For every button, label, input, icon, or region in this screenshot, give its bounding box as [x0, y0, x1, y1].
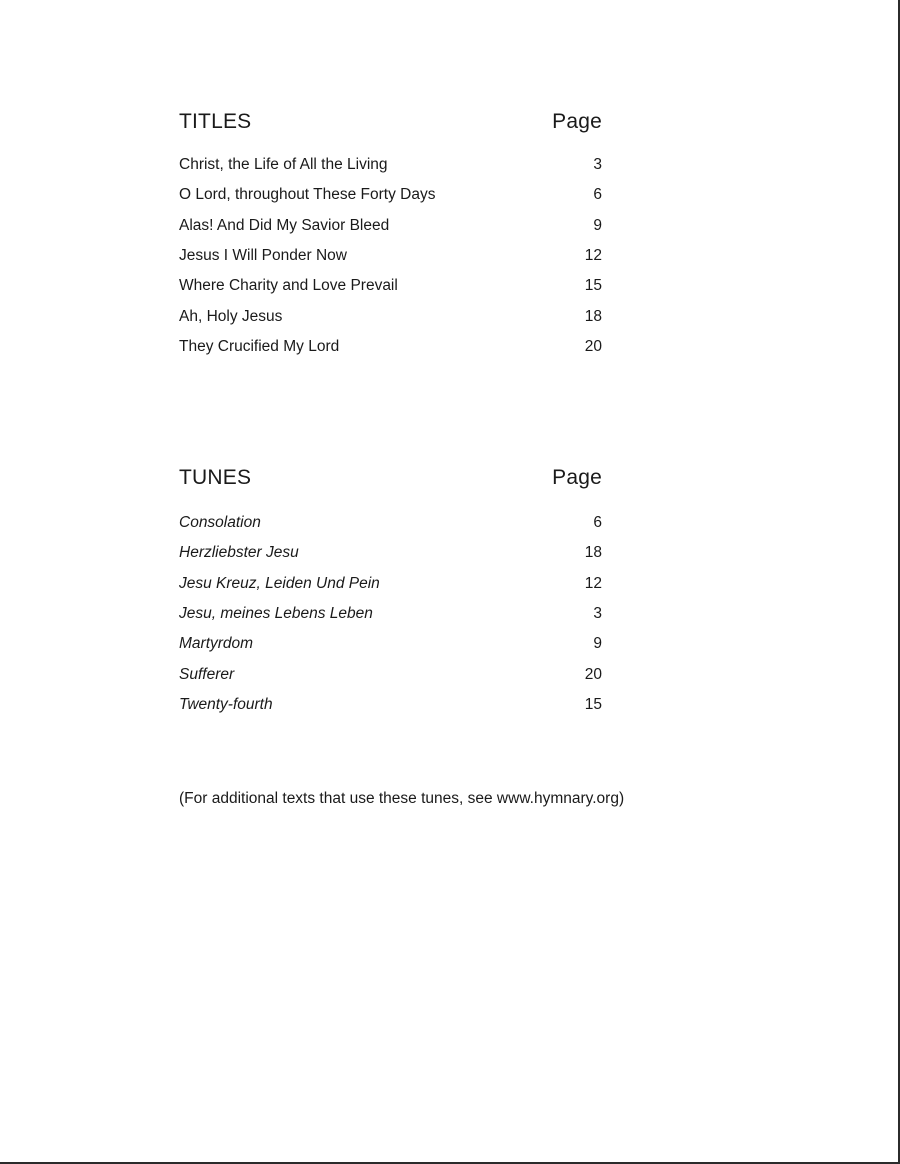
- tune-page-number: 18: [584, 544, 602, 562]
- tunes-heading: TUNES: [179, 466, 252, 489]
- titles-list: [179, 150, 604, 362]
- titles-page-heading: Page: [552, 110, 602, 133]
- tunes-page-heading: Page: [552, 466, 602, 489]
- title-entry: [179, 241, 604, 271]
- title-page-number: 6: [593, 186, 602, 204]
- title-page-number: 15: [584, 277, 602, 295]
- tune-page-number: 20: [584, 665, 602, 683]
- title-entry: [179, 180, 604, 210]
- tune-page-number: 6: [593, 514, 602, 532]
- tune-name: Jesu Kreuz, Leiden Und Pein: [179, 574, 380, 592]
- tune-page-number: 15: [584, 695, 602, 713]
- tune-page-number: 12: [584, 574, 602, 592]
- title-name: Christ, the Life of All the Living: [179, 156, 388, 174]
- titles-header: [179, 110, 604, 140]
- tune-entry: [179, 690, 604, 720]
- tune-page-number: 3: [593, 605, 602, 623]
- title-entry: [179, 211, 604, 241]
- footnote: (For additional texts that use these tunes, see www.hymnary.org): [179, 790, 625, 807]
- title-entry: [179, 301, 604, 331]
- title-entry: [179, 271, 604, 301]
- title-name: Jesus I Will Ponder Now: [179, 247, 347, 265]
- tunes-list: [179, 508, 604, 720]
- tune-name: Consolation: [179, 514, 261, 532]
- tunes-index: [179, 466, 604, 720]
- tune-entry: [179, 538, 604, 568]
- tune-name: Twenty-fourth: [179, 695, 273, 713]
- tune-name: Sufferer: [179, 665, 235, 683]
- tune-name: Herzliebster Jesu: [179, 544, 299, 562]
- title-entry: [179, 150, 604, 180]
- tune-page-number: 9: [593, 635, 602, 653]
- title-page-number: 20: [584, 337, 602, 355]
- title-page-number: 9: [593, 216, 602, 234]
- title-page-number: 3: [593, 156, 602, 174]
- title-name: Where Charity and Love Prevail: [179, 277, 398, 295]
- tunes-header: [179, 466, 604, 496]
- title-name: They Crucified My Lord: [179, 337, 340, 355]
- title-page-number: 12: [584, 247, 602, 265]
- title-name: Alas! And Did My Savior Bleed: [179, 216, 390, 234]
- tune-entry: [179, 659, 604, 689]
- tune-entry: [179, 569, 604, 599]
- tune-entry: [179, 508, 604, 538]
- title-name: O Lord, throughout These Forty Days: [179, 186, 436, 204]
- titles-index: [179, 110, 604, 362]
- title-entry: [179, 332, 604, 362]
- titles-heading: TITLES: [179, 110, 252, 133]
- tune-name: Martyrdom: [179, 635, 254, 653]
- tune-entry: [179, 599, 604, 629]
- title-page-number: 18: [584, 307, 602, 325]
- tune-entry: [179, 629, 604, 659]
- title-name: Ah, Holy Jesus: [179, 307, 283, 325]
- tune-name: Jesu, meines Lebens Leben: [179, 605, 373, 623]
